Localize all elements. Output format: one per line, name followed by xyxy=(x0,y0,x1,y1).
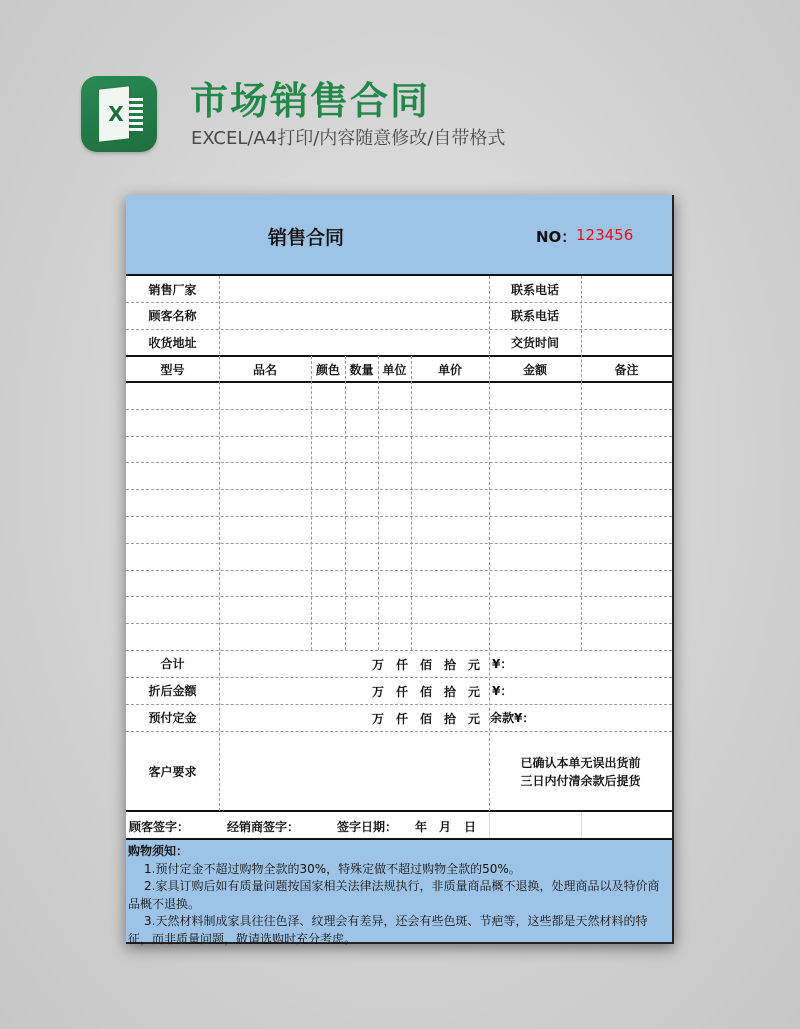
item-cell[interactable] xyxy=(489,516,581,543)
item-cell[interactable] xyxy=(126,570,219,597)
item-cell[interactable] xyxy=(411,623,489,650)
item-cell[interactable] xyxy=(411,436,489,463)
delivery-note-line1: 已确认本单无误出货前 xyxy=(520,755,641,770)
page-title: 市场销售合同 xyxy=(190,79,431,123)
item-cell[interactable] xyxy=(345,382,378,409)
item-cell[interactable] xyxy=(126,543,219,570)
date-month[interactable]: 月 xyxy=(439,820,452,834)
item-cell[interactable] xyxy=(489,570,581,597)
item-cell[interactable] xyxy=(411,489,489,516)
delivery-time-field[interactable] xyxy=(581,329,672,355)
item-cell[interactable] xyxy=(411,462,489,489)
customer-requirements-field[interactable] xyxy=(219,731,489,811)
number-value[interactable]: 123456 xyxy=(576,226,634,244)
item-cell[interactable] xyxy=(489,623,581,650)
date-year[interactable]: 年 xyxy=(415,820,428,834)
item-cell[interactable] xyxy=(581,516,672,543)
seller-field[interactable] xyxy=(219,276,489,302)
excel-icon xyxy=(81,76,157,152)
item-cell[interactable] xyxy=(489,382,581,409)
balance-field[interactable]: 余款¥： xyxy=(490,711,535,725)
item-cell[interactable] xyxy=(378,436,411,463)
item-cell[interactable] xyxy=(219,462,311,489)
item-cell[interactable] xyxy=(581,570,672,597)
page-subtitle: EXCEL/A4打印/内容随意修改/自带格式 xyxy=(191,128,506,149)
customer-signature-label: 顾客签字： xyxy=(129,820,190,834)
item-cell[interactable] xyxy=(219,409,311,436)
item-cell[interactable] xyxy=(219,516,311,543)
col-header-color: 颜色 xyxy=(315,362,340,377)
item-cell[interactable] xyxy=(311,489,345,516)
label-seller: 销售厂家 xyxy=(148,282,197,297)
item-cell[interactable] xyxy=(126,516,219,543)
label-customer-requirements: 客户要求 xyxy=(148,764,197,779)
item-cell[interactable] xyxy=(126,462,219,489)
item-cell[interactable] xyxy=(581,382,672,409)
discounted-amount-field[interactable]: ¥： xyxy=(492,684,513,698)
excel-letter: X xyxy=(108,102,124,126)
note-item-3: 3.天然材料制成家具往往色泽、纹理会有差异，还会有些色斑、节疤等，这些都是天然材料的特征，而非质量问题，敬请选购时充分考虑。 xyxy=(128,914,648,946)
item-cell[interactable] xyxy=(345,489,378,516)
item-cell[interactable] xyxy=(126,436,219,463)
purchase-notes xyxy=(126,838,672,944)
total-units: 万 仟 佰 拾 元 xyxy=(371,658,480,672)
phone-field-1[interactable] xyxy=(581,276,672,302)
item-cell[interactable] xyxy=(411,516,489,543)
item-cell[interactable] xyxy=(311,543,345,570)
item-cell[interactable] xyxy=(378,596,411,623)
col-header-remarks: 备注 xyxy=(614,362,639,377)
col-header-model: 型号 xyxy=(160,362,185,377)
item-cell[interactable] xyxy=(311,596,345,623)
item-cell[interactable] xyxy=(378,570,411,597)
item-cell[interactable] xyxy=(311,516,345,543)
label-discounted-amount: 折后金额 xyxy=(148,684,197,698)
col-header-amount: 金额 xyxy=(522,362,547,377)
label-customer: 顾客名称 xyxy=(148,309,197,323)
item-cell[interactable] xyxy=(581,623,672,650)
item-cell[interactable] xyxy=(581,462,672,489)
col-header-product: 品名 xyxy=(252,362,277,377)
label-phone-1: 联系电话 xyxy=(510,282,559,297)
item-cell[interactable] xyxy=(411,543,489,570)
item-cell[interactable] xyxy=(581,489,672,516)
item-cell[interactable] xyxy=(489,596,581,623)
item-cell[interactable] xyxy=(219,543,311,570)
item-cell[interactable] xyxy=(126,409,219,436)
col-header-quantity: 数量 xyxy=(349,362,374,377)
item-cell[interactable] xyxy=(311,462,345,489)
item-cell[interactable] xyxy=(411,596,489,623)
item-cell[interactable] xyxy=(345,436,378,463)
item-cell[interactable] xyxy=(345,623,378,650)
item-cell[interactable] xyxy=(345,543,378,570)
item-cell[interactable] xyxy=(345,409,378,436)
item-cell[interactable] xyxy=(311,382,345,409)
label-deposit: 预付定金 xyxy=(148,711,197,725)
item-cell[interactable] xyxy=(489,543,581,570)
sales-contract-form xyxy=(126,195,674,944)
discounted-units: 万 仟 佰 拾 元 xyxy=(371,685,480,699)
item-cell[interactable] xyxy=(581,409,672,436)
item-cell[interactable] xyxy=(581,596,672,623)
item-cell[interactable] xyxy=(345,516,378,543)
item-cell[interactable] xyxy=(219,436,311,463)
item-cell[interactable] xyxy=(345,596,378,623)
dealer-signature-label: 经销商签字： xyxy=(227,820,300,834)
address-field[interactable] xyxy=(219,329,489,355)
item-cell[interactable] xyxy=(378,489,411,516)
item-cell[interactable] xyxy=(378,462,411,489)
item-cell[interactable] xyxy=(378,382,411,409)
item-cell[interactable] xyxy=(219,489,311,516)
deposit-units: 万 仟 佰 拾 元 xyxy=(371,712,480,726)
item-cell[interactable] xyxy=(489,409,581,436)
item-cell[interactable] xyxy=(411,570,489,597)
item-cell[interactable] xyxy=(219,382,311,409)
delivery-note-line2: 三日内付清余款后提货 xyxy=(520,773,641,788)
item-cell[interactable] xyxy=(489,489,581,516)
item-cell[interactable] xyxy=(345,570,378,597)
label-delivery-time: 交货时间 xyxy=(510,335,559,350)
note-item-2: 2.家具订购后如有质量问题按国家相关法律法规执行，非质量商品概不退换，处理商品以及特价商品概不退换。 xyxy=(128,879,660,911)
customer-field[interactable] xyxy=(219,302,489,329)
item-cell[interactable] xyxy=(378,516,411,543)
item-cell[interactable] xyxy=(411,409,489,436)
item-cell[interactable] xyxy=(411,382,489,409)
item-cell[interactable] xyxy=(489,436,581,463)
item-cell[interactable] xyxy=(126,489,219,516)
item-cell[interactable] xyxy=(219,623,311,650)
item-cell[interactable] xyxy=(378,409,411,436)
item-cell[interactable] xyxy=(345,462,378,489)
item-cell[interactable] xyxy=(378,543,411,570)
col-header-unit: 单位 xyxy=(382,362,407,377)
item-cell[interactable] xyxy=(489,462,581,489)
item-cell[interactable] xyxy=(126,623,219,650)
item-cell[interactable] xyxy=(581,436,672,463)
item-cell[interactable] xyxy=(311,436,345,463)
col-header-unit-price: 单价 xyxy=(437,362,462,377)
item-cell[interactable] xyxy=(219,596,311,623)
phone-field-2[interactable] xyxy=(581,302,672,329)
form-header xyxy=(126,195,672,276)
item-cell[interactable] xyxy=(311,570,345,597)
item-cell[interactable] xyxy=(311,623,345,650)
item-cell[interactable] xyxy=(126,382,219,409)
spreadsheet-grid-icon xyxy=(129,98,143,132)
item-cell[interactable] xyxy=(219,570,311,597)
form-title: 销售合同 xyxy=(268,227,345,249)
item-cell[interactable] xyxy=(126,596,219,623)
date-day[interactable]: 日 xyxy=(464,820,477,834)
signature-date-label: 签字日期： xyxy=(337,820,398,834)
note-item-1: 1.预付定金不超过购物全款的30%，特殊定做不超过购物全款的50%。 xyxy=(144,861,521,876)
item-cell[interactable] xyxy=(581,543,672,570)
label-total: 合计 xyxy=(160,657,185,671)
label-address: 收货地址 xyxy=(148,335,197,350)
item-cell[interactable] xyxy=(378,623,411,650)
item-cell[interactable] xyxy=(311,409,345,436)
notes-heading: 购物须知： xyxy=(128,844,189,858)
label-phone-2: 联系电话 xyxy=(510,309,559,323)
number-label: NO： xyxy=(536,228,577,246)
total-amount-field[interactable]: ¥： xyxy=(492,657,513,671)
